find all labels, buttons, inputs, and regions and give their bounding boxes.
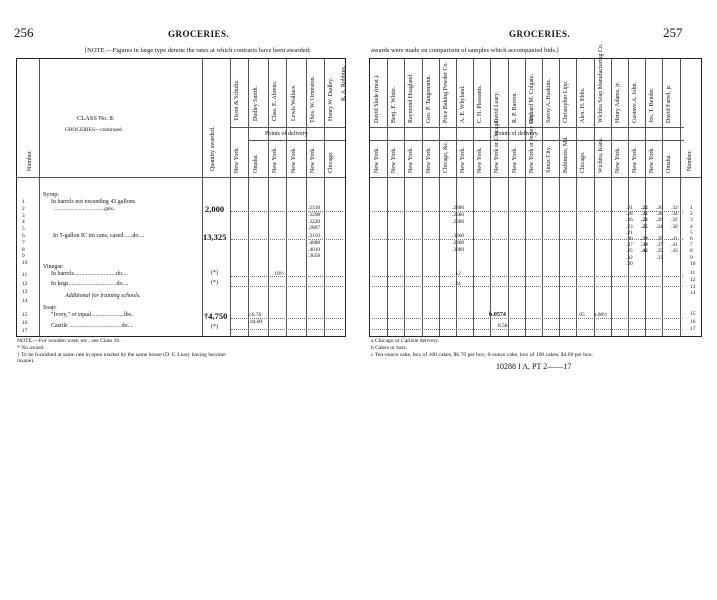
- item-description: In barrels not exceeding 43 gallons: [51, 199, 136, 205]
- bidder-name: Lewis Wallace.: [291, 84, 297, 121]
- item-description: "Ivory," or equal......................lbs..: [51, 312, 134, 318]
- delivery-point: Omaha.: [253, 154, 259, 173]
- bidder-name: Wichita Soap Manufacturing Co.: [597, 43, 604, 123]
- bidder-name: Gustave A. John.: [632, 82, 638, 123]
- row-numbers-lower: 11 12 13 14: [22, 272, 28, 304]
- leary-soap-price-2: 8.58: [498, 323, 508, 329]
- points-of-delivery-label: Points of delivery.: [495, 131, 539, 137]
- item-category: Soap:: [43, 305, 57, 311]
- bidder-name: Henry W. Dudley.: [328, 77, 334, 121]
- dudley-soap-price-2: d4.00: [250, 319, 263, 325]
- bidder-name: Savoy A. Haskins.: [546, 78, 552, 123]
- item-description: ......................................gals..: [53, 206, 116, 212]
- bidder-name: Alex. H. Ebbs.: [580, 87, 587, 123]
- bidder-name: R. P. Barron.: [511, 92, 518, 123]
- item-description: In 5-gallon IC tin cans, cased......do....: [53, 233, 145, 239]
- delivery-point: Sioux City.: [546, 146, 552, 173]
- row-numbers-right: 1 2 3 4 5 6 7 8 9 10: [690, 205, 696, 267]
- row-numbers-right-lower: 11 12 13 14: [690, 270, 696, 297]
- delivery-point: New York.: [649, 147, 656, 173]
- left-page-note: [NOTE.—Figures in large type denote the rates at which contracts have been awarded;: [85, 47, 311, 54]
- adams-price-list: .31 .28 .26 .23 .21 .40 .37 .35 .32 .30: [626, 205, 633, 267]
- bidder-name: Price Baking Powder Co.: [442, 62, 449, 123]
- quantity-value: 13,325: [203, 232, 227, 242]
- left-page-number: 256: [14, 25, 34, 40]
- item-description: Castile ...................................do....: [51, 323, 134, 329]
- whyland-vinegar-price: .24: [454, 281, 461, 287]
- farrel-price-list: .32 .34 .32 .30 .41 .41 .43: [671, 205, 678, 255]
- item-category: Vinegar:: [43, 264, 64, 270]
- bidder-name: Jos. T. Bender.: [649, 87, 656, 123]
- number-column-label: Number.: [687, 150, 693, 171]
- ormiston-price-list: .2318 .3298 .3220 .2867: [308, 205, 321, 232]
- wallace-vinegar-price: .19½: [273, 271, 284, 277]
- bidder-name: Raymond Hoagland.: [408, 73, 415, 123]
- bidder-name: David Farrel, jr.: [666, 84, 673, 123]
- points-of-delivery-label: Points of delivery.: [265, 131, 309, 137]
- item-description: In kegs................................do....: [51, 281, 129, 287]
- class-subtitle: GROCERIES—continued.: [65, 127, 123, 133]
- delivery-point: New York.: [408, 147, 415, 173]
- quantity-column-label: Quantity awarded.: [210, 126, 216, 171]
- bender-price-list: .30 .28 .26 .24 .39 .37 .35 .33: [656, 205, 663, 261]
- delivery-point: New York.: [425, 147, 432, 173]
- item-description: In barrels............................do....: [51, 271, 128, 277]
- delivery-point: New York.: [511, 147, 518, 173]
- delivery-point: Baltimore, Md.: [563, 136, 570, 173]
- row-numbers: 1 2 3 4 5 6 7 8 9 10: [22, 199, 28, 267]
- bidder-name: Geo. P. Tangemann.: [425, 75, 432, 123]
- delivery-point: New York.: [477, 147, 484, 173]
- quantity-value: (*): [211, 270, 218, 276]
- section-note: Additional for training schools.: [65, 293, 141, 299]
- ormiston-price-list-cans: .3110 .4088 .4010 .3658: [308, 233, 321, 260]
- item-category: Syrup:: [43, 192, 60, 198]
- delivery-point: Chicago.: [328, 151, 334, 173]
- john-price-list: .22 .32 .23 .25 .39 .39 .42: [641, 205, 648, 255]
- left-footnotes: NOTE.—For wooden ware, etc., see Class 10. * No award. † To be furnished at same rate in open market by the same house (D. F. Leary having become insane).: [17, 338, 226, 365]
- bidder-name: Thos. W. Ormiston.: [310, 75, 316, 123]
- bidder-name: David Slade (trust.).: [374, 74, 380, 123]
- delivery-point: New York.: [374, 147, 380, 173]
- delivery-point: New York.: [460, 147, 466, 173]
- bidder-name: Benj. F. White.: [391, 86, 398, 123]
- delivery-point: Chicago, &c.: [442, 141, 449, 173]
- bidder-name: A. E. Whyland.: [460, 85, 466, 123]
- bidder-name: Tissot & Schultz.: [234, 79, 240, 121]
- delivery-point: New York or Jersey City.: [528, 112, 535, 173]
- number-column-label: Number.: [27, 150, 33, 171]
- quantity-value: †4,750: [204, 311, 228, 321]
- delivery-point: Omaha.: [666, 154, 673, 173]
- delivery-point: New York or Chicago.: [494, 119, 501, 173]
- delivery-point: New York.: [272, 147, 278, 173]
- right-page-number: 257: [663, 25, 683, 40]
- bidder-name: Richard M. Colgate.: [528, 74, 535, 123]
- delivery-point: New York.: [614, 147, 621, 173]
- signature-mark: 10288 I A, PT 2——17: [496, 362, 572, 371]
- bidder-name: Dudley Smith.: [253, 85, 259, 121]
- quantity-value: (*): [211, 324, 218, 330]
- dudley-soap-price: .c6.70: [248, 312, 262, 318]
- whyland-vinegar-price: .12: [454, 271, 461, 277]
- whyland-price-list-cans: .3660 .3360 .3089: [452, 233, 465, 253]
- right-page-header: GROCERIES.: [509, 29, 571, 39]
- lipp-soap-price: .05: [578, 312, 585, 318]
- bidder-name: Christopher Lipp.: [563, 80, 570, 123]
- delivery-point: New York.: [234, 147, 240, 173]
- delivery-point: New York.: [310, 147, 316, 173]
- ebbs-soap-price: a.08½: [594, 312, 608, 318]
- class-title: CLASS No. 8.: [77, 115, 115, 122]
- bidder-name: Henry Adams, jr.: [614, 82, 621, 123]
- quantity-value: (*): [211, 280, 218, 286]
- delivery-point: Wichita, Kans.: [597, 137, 604, 173]
- bidder-name: R. A. Robbins.: [341, 65, 347, 101]
- left-table: [16, 58, 346, 337]
- delivery-point: New York.: [632, 147, 638, 173]
- whyland-price-list: .2880 .2580 .2380: [452, 205, 465, 225]
- leary-soap-price: b.0574: [489, 312, 506, 318]
- delivery-point: New York.: [391, 147, 398, 173]
- quantity-value: 2,000: [205, 204, 225, 214]
- bidder-name: C. H. Pleasants.: [477, 84, 484, 123]
- row-numbers-soap: 15 16 17: [22, 312, 28, 334]
- right-page-note: awards were made on comparison of samples which accompanied bids.]: [371, 47, 559, 54]
- delivery-point: Chicago.: [580, 151, 587, 173]
- delivery-point: New York.: [291, 147, 297, 173]
- bidder-name: Chas. E. Ahrens.: [272, 80, 278, 121]
- left-page-header: GROCERIES.: [168, 29, 230, 39]
- bidder-name: David Leary.: [494, 91, 501, 123]
- right-footnotes: a Chicago or Carlisle delivery. b Cakes or bars. c Ten-ounce cake, box of 100 cakes, $6.70 per box; 6-ounce cake, box of 100 cakes, $4.00 per box.: [371, 338, 594, 358]
- row-numbers-right-soap: 15 16 17: [690, 311, 696, 332]
